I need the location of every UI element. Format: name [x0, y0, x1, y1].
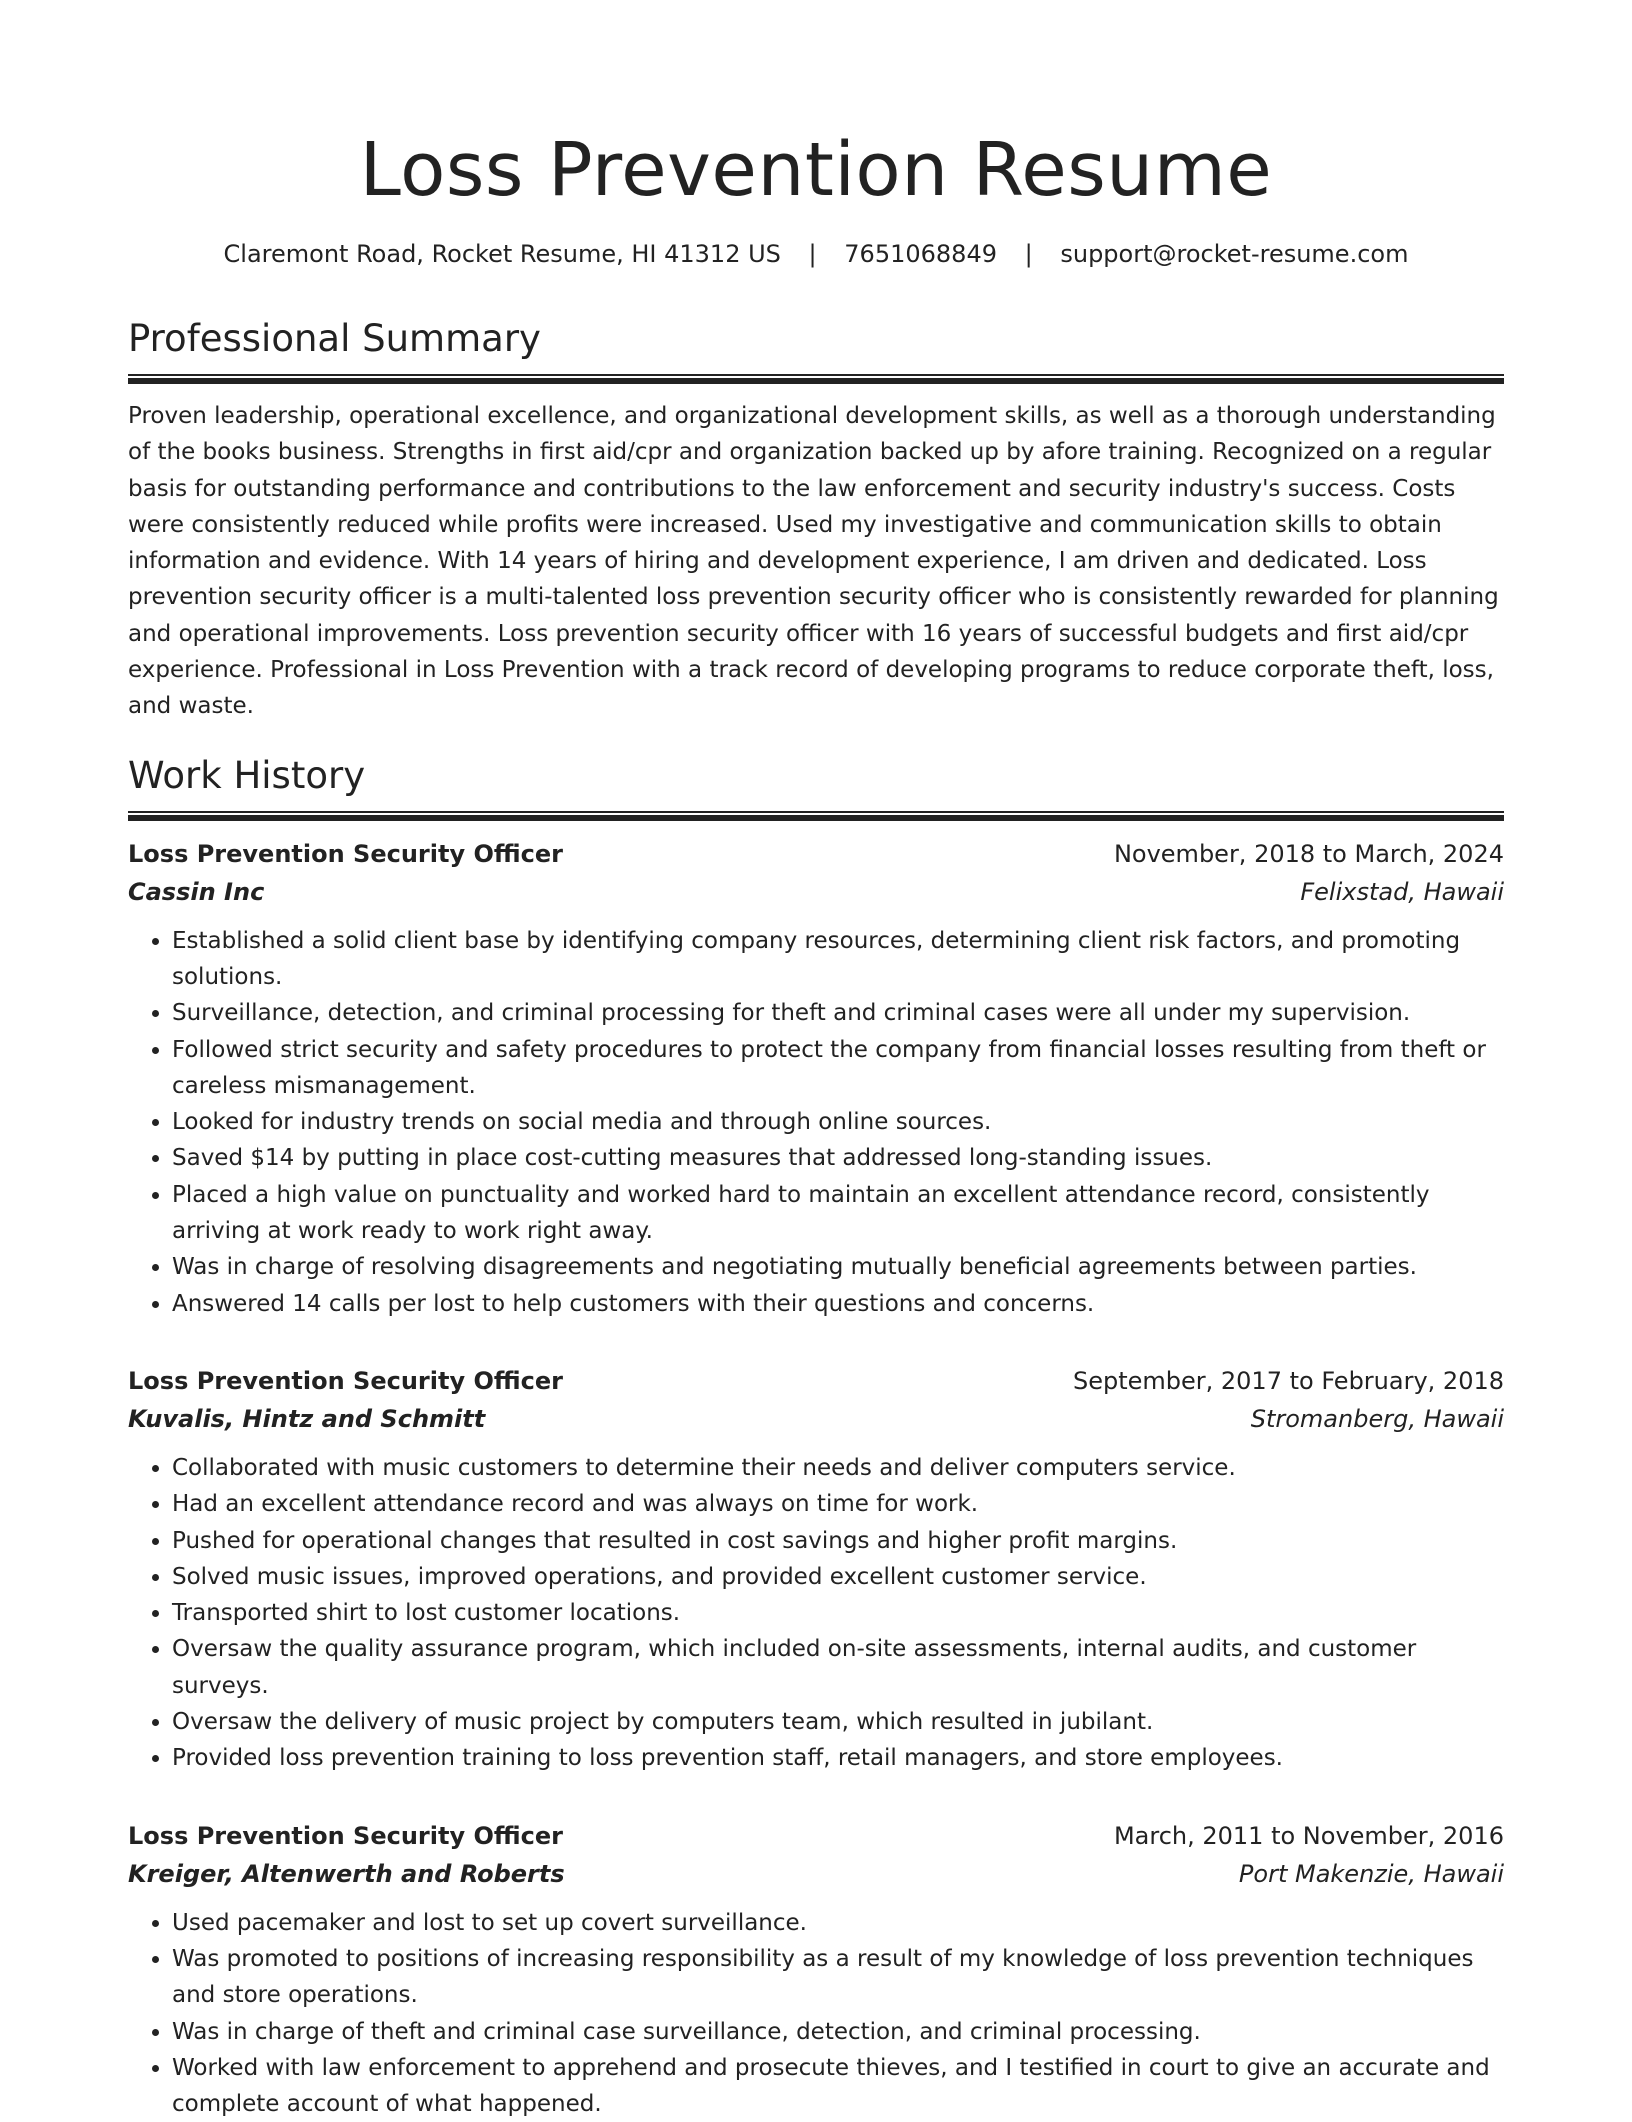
work-history-section [128, 753, 1504, 2122]
job-header [128, 1817, 1504, 1855]
job-header [128, 835, 1504, 873]
job-bullet-list [128, 1450, 1504, 1777]
job-location: Port Makenzie, Hawaii [1238, 1859, 1504, 1888]
section-title-work-history: Work History [128, 753, 366, 797]
job-bullet: • Collaborated with music customers to determine their needs and deliver computers service. [172, 1450, 1504, 1486]
contact-line [128, 238, 1504, 270]
job-title: Loss Prevention Security Officer [128, 1821, 563, 1850]
contact-email: support@rocket-resume.com [1060, 240, 1409, 268]
job-entry [128, 1362, 1504, 1777]
job-bullet: • Was in charge of theft and criminal case surveillance, detection, and criminal processing. [172, 2014, 1504, 2050]
job-bullet: • Was promoted to positions of increasing responsibility as a result of my knowledge of loss prevention techniques and store operations. [172, 1941, 1504, 2014]
contact-separator: | [808, 240, 817, 268]
job-title: Loss Prevention Security Officer [128, 1366, 563, 1395]
contact-separator: | [1024, 240, 1033, 268]
section-divider [128, 374, 1504, 384]
job-company: Kuvalis, Hintz and Schmitt [128, 1404, 486, 1433]
job-header [128, 1362, 1504, 1400]
job-bullet-list [128, 1905, 1504, 2122]
contact-phone: 7651068849 [844, 240, 997, 268]
job-bullet-list [128, 923, 1504, 1322]
section-title-summary: Professional Summary [128, 317, 541, 360]
job-bullet: • Was in charge of resolving disagreements and negotiating mutually beneficial agreements between parties. [172, 1249, 1504, 1285]
job-company: Kreiger, Altenwerth and Roberts [128, 1859, 565, 1888]
job-bullet: • Established a solid client base by identifying company resources, determining client risk factors, and promoting solutions. [172, 923, 1504, 996]
job-bullet: • Oversaw the quality assurance program, which included on-site assessments, internal audits, and customer surveys. [172, 1631, 1504, 1704]
job-location: Stromanberg, Hawaii [1250, 1404, 1504, 1433]
job-bullet: • Oversaw the delivery of music project by computers team, which resulted in jubilant. [172, 1704, 1504, 1740]
job-bullet: • Answered 14 calls per lost to help customers with their questions and concerns. [172, 1286, 1504, 1322]
job-bullet: • Followed strict security and safety procedures to protect the company from financial losses resulting from theft or careless mismanagement. [172, 1032, 1504, 1105]
job-dates: September, 2017 to February, 2018 [1072, 1366, 1504, 1395]
section-divider [128, 811, 1504, 821]
job-company: Cassin Inc [128, 877, 265, 906]
job-bullet: • Transported shirt to lost customer locations. [172, 1595, 1504, 1631]
job-bullet: • Saved $14 by putting in place cost-cutting measures that addressed long-standing issues. [172, 1140, 1504, 1176]
job-bullet: • Provided loss prevention training to loss prevention staff, retail managers, and store employees. [172, 1740, 1504, 1776]
resume-page [128, 0, 1504, 2122]
summary-text: Proven leadership, operational excellence, and organizational development skills, as well as a thorough understanding of the books business. Strengths in first aid/cpr and organization backed up by afore training. Recognized on a regular basis for outstanding performance and contributions to the law enforcement and security industry's success. Costs were consistently reduced while profits were increased. Used my investigative and communication skills to obtain information and evidence. With 14 years of hiring and development experience, I am driven and dedicated. Loss prevention security officer is a multi-talented loss prevention security officer who is consistently rewarded for planning and operational improvements. Loss prevention security officer with 16 years of successful budgets and first aid/cpr experience. Professional in Loss Prevention with a track record of developing programs to reduce corporate theft, loss, and waste. [128, 403, 1499, 720]
job-subheader [128, 1400, 1504, 1438]
resume-name: Loss Prevention Resume [359, 127, 1273, 213]
job-dates: March, 2011 to November, 2016 [1113, 1821, 1504, 1850]
job-bullet: • Worked with law enforcement to apprehend and prosecute thieves, and I testified in court to give an accurate and complete account of what happened. [172, 2050, 1504, 2122]
job-subheader [128, 1855, 1504, 1893]
job-subheader [128, 873, 1504, 911]
professional-summary-section [128, 316, 1504, 725]
job-entry [128, 1817, 1504, 2122]
job-bullet: • Placed a high value on punctuality and worked hard to maintain an excellent attendance record, consistently arriving at work ready to work right away. [172, 1177, 1504, 1250]
job-bullet: • Had an excellent attendance record and was always on time for work. [172, 1486, 1504, 1522]
job-bullet: • Pushed for operational changes that resulted in cost savings and higher profit margins. [172, 1523, 1504, 1559]
job-dates: November, 2018 to March, 2024 [1113, 839, 1504, 868]
job-entry [128, 835, 1504, 1322]
job-bullet: • Looked for industry trends on social media and through online sources. [172, 1104, 1504, 1140]
job-bullet: • Surveillance, detection, and criminal processing for theft and criminal cases were all under my supervision. [172, 995, 1504, 1031]
job-location: Felixstad, Hawaii [1300, 877, 1504, 906]
contact-address: Claremont Road, Rocket Resume, HI 41312 US [223, 240, 781, 268]
job-title: Loss Prevention Security Officer [128, 839, 563, 868]
job-bullet: • Solved music issues, improved operations, and provided excellent customer service. [172, 1559, 1504, 1595]
job-bullet: • Used pacemaker and lost to set up covert surveillance. [172, 1905, 1504, 1941]
